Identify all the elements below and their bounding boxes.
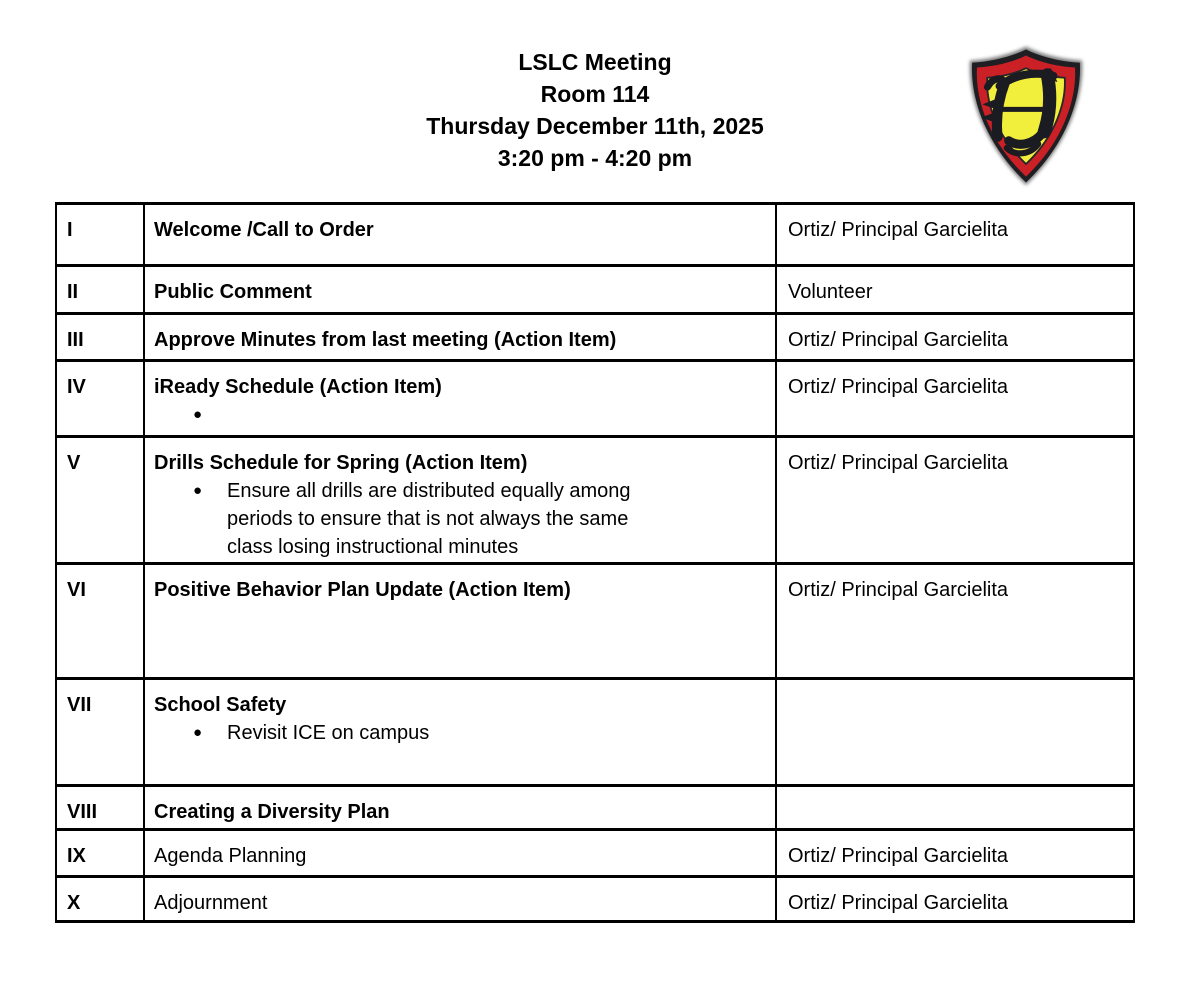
agenda-item-numeral: VII (67, 694, 92, 716)
agenda-numeral-cell (56, 877, 144, 922)
agenda-item-presenter: Ortiz/ Principal Garcielita (776, 437, 1134, 564)
meeting-title: LSLC Meeting (518, 49, 672, 75)
agenda-numeral-cell (56, 361, 144, 437)
agenda-item-title: iReady Schedule (Action Item) (154, 376, 442, 398)
table-row (56, 830, 1134, 877)
table-row (56, 314, 1134, 361)
agenda-item-numeral: IV (67, 376, 86, 398)
agenda-item-title: Positive Behavior Plan Update (Action Item) (154, 579, 571, 601)
agenda-item-bullets (154, 401, 769, 429)
meeting-date: Thursday December 11th, 2025 (426, 113, 764, 139)
agenda-item-title: Creating a Diversity Plan (154, 801, 390, 823)
agenda-numeral-cell (56, 204, 144, 266)
table-row (56, 361, 1134, 437)
agenda-bullet-item (154, 719, 667, 747)
agenda-numeral-cell (56, 679, 144, 786)
agenda-item-presenter: Ortiz/ Principal Garcielita (776, 564, 1134, 679)
agenda-numeral-cell (56, 564, 144, 679)
table-row (56, 786, 1134, 830)
agenda-item-title: Drills Schedule for Spring (Action Item) (154, 452, 528, 474)
agenda-item-bullets (154, 719, 769, 747)
school-shield-icon (961, 44, 1091, 189)
agenda-bullet-text: Revisit ICE on campus (227, 722, 430, 744)
table-row (56, 437, 1134, 564)
agenda-bullet-item (154, 477, 667, 561)
agenda-item-numeral: III (67, 329, 84, 351)
meeting-time: 3:20 pm - 4:20 pm (497, 145, 693, 171)
agenda-item-title: Welcome /Call to Order (154, 219, 374, 241)
agenda-item-numeral: VI (67, 579, 86, 601)
agenda-title-cell (144, 786, 776, 830)
agenda-title-cell (144, 679, 776, 786)
agenda-bullet-text: Ensure all drills are distributed equally among periods to ensure that is not always the same class losing instructional minutes (227, 480, 631, 558)
agenda-item-numeral: X (67, 892, 81, 914)
meeting-room: Room 114 (540, 81, 650, 107)
agenda-item-bullets (154, 477, 769, 561)
agenda-title-cell (144, 314, 776, 361)
agenda-item-presenter: Ortiz/ Principal Garcielita (776, 361, 1134, 437)
agenda-item-presenter (776, 679, 1134, 786)
agenda-item-numeral: I (67, 219, 73, 241)
agenda-item-numeral: IX (67, 845, 86, 867)
school-logo (961, 44, 1091, 189)
agenda-item-numeral: II (67, 281, 79, 303)
table-row (56, 679, 1134, 786)
agenda-item-presenter: Ortiz/ Principal Garcielita (776, 204, 1134, 266)
table-row (56, 204, 1134, 266)
agenda-item-presenter: Volunteer (776, 266, 1134, 314)
agenda-item-title: Adjournment (154, 892, 268, 914)
agenda-title-cell (144, 361, 776, 437)
table-row (56, 877, 1134, 922)
agenda-item-presenter: Ortiz/ Principal Garcielita (776, 877, 1134, 922)
agenda-title-cell (144, 204, 776, 266)
agenda-numeral-cell (56, 786, 144, 830)
agenda-item-title: Approve Minutes from last meeting (Action Item) (154, 329, 617, 351)
agenda-item-presenter (776, 786, 1134, 830)
agenda-title-cell (144, 830, 776, 877)
agenda-item-presenter: Ortiz/ Principal Garcielita (776, 314, 1134, 361)
agenda-item-presenter: Ortiz/ Principal Garcielita (776, 830, 1134, 877)
agenda-item-title: Public Comment (154, 281, 312, 303)
agenda-table (55, 202, 1135, 923)
agenda-numeral-cell (56, 830, 144, 877)
agenda-numeral-cell (56, 314, 144, 361)
agenda-title-cell (144, 564, 776, 679)
agenda-numeral-cell (56, 437, 144, 564)
table-row (56, 266, 1134, 314)
agenda-item-title: Agenda Planning (154, 845, 307, 867)
agenda-item-numeral: VIII (67, 801, 98, 823)
agenda-title-cell (144, 437, 776, 564)
agenda-title-cell (144, 266, 776, 314)
agenda-bullet-item (154, 401, 667, 429)
agenda-item-title: School Safety (154, 694, 287, 716)
agenda-title-cell (144, 877, 776, 922)
table-row (56, 564, 1134, 679)
agenda-item-numeral: V (67, 452, 81, 474)
agenda-numeral-cell (56, 266, 144, 314)
